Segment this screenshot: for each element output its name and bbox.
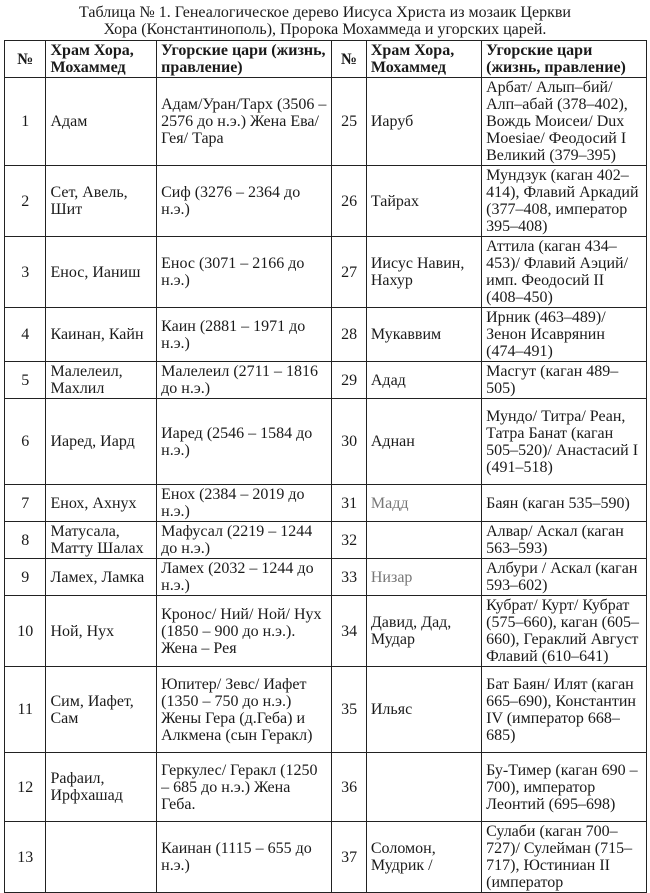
row-number-right: 25	[332, 78, 367, 166]
king-entry-left: Мафусал (2219 – 1244 до н.э.)	[157, 522, 332, 559]
king-entry-right: Кубрат/ Курт/ Кубрат (575–660), каган (605–660), Гераклий Август Флавий (610–641)	[482, 596, 647, 667]
chora-name-right: Адад	[366, 362, 481, 399]
chora-name-left: Ламех, Ламка	[46, 559, 157, 596]
chora-name-right: Ильяс	[366, 667, 481, 753]
row-number-right: 28	[332, 308, 367, 362]
genealogy-table	[4, 40, 647, 893]
row-number-right: 35	[332, 667, 367, 753]
table-row	[5, 596, 647, 667]
chora-name-left: Адам	[46, 78, 157, 166]
chora-name-right: Низар	[366, 559, 481, 596]
table-caption	[0, 0, 650, 38]
chora-name-right	[366, 753, 481, 822]
king-entry-left: Кронос/ Ний/ Ной/ Нух (1850 – 900 до н.э.). Жена – Рея	[157, 596, 332, 667]
row-number-left: 5	[5, 362, 46, 399]
row-number-right: 36	[332, 753, 367, 822]
chora-name-right	[366, 522, 481, 559]
row-number-left: 3	[5, 237, 46, 308]
row-number-left: 9	[5, 559, 46, 596]
king-entry-left: Геркулес/ Геракл (1250 – 685 до н.э.) Жена Геба.	[157, 753, 332, 822]
chora-name-right: Мукаввим	[366, 308, 481, 362]
row-number-right: 27	[332, 237, 367, 308]
king-entry-right: Арбат/ Алып–бий/ Алп–абай (378–402), Вождь Моисеи/ Dux Moesiae/ Феодосий I Великий (379–395)	[482, 78, 647, 166]
king-entry-right: Бат Баян/ Илят (каган 665–690), Константин IV (император 668–685)	[482, 667, 647, 753]
row-number-left: 11	[5, 667, 46, 753]
table-row	[5, 522, 647, 559]
chora-name-right: Иаруб	[366, 78, 481, 166]
table-row	[5, 753, 647, 822]
king-entry-left: Иаред (2546 – 1584 до н.э.)	[157, 399, 332, 485]
king-entry-right: Сулаби (каган 700–727)/ Сулейман (715– 717), Юстиниан II (император	[482, 822, 647, 893]
header-num-right: №	[332, 41, 367, 78]
header-row	[5, 41, 647, 78]
king-entry-left: Сиф (3276 – 2364 до н.э.)	[157, 166, 332, 237]
row-number-left: 7	[5, 485, 46, 522]
row-number-right: 29	[332, 362, 367, 399]
row-number-left: 8	[5, 522, 46, 559]
chora-name-left	[46, 822, 157, 893]
row-number-right: 32	[332, 522, 367, 559]
caption-line-2: Хора (Константинополь), Пророка Мохаммеда и угорских царей.	[103, 21, 547, 38]
table-row	[5, 667, 647, 753]
table-row	[5, 308, 647, 362]
row-number-left: 13	[5, 822, 46, 893]
header-chora-left: Храм Хора, Мохаммед	[46, 41, 157, 78]
table-row	[5, 822, 647, 893]
table-row	[5, 237, 647, 308]
king-entry-left: Каин (2881 – 1971 до н.э.)	[157, 308, 332, 362]
row-number-right: 26	[332, 166, 367, 237]
chora-name-right: Тайрах	[366, 166, 481, 237]
chora-name-left: Сет, Авель, Шит	[46, 166, 157, 237]
king-entry-left: Адам/Уран/Тарх (3506 – 2576 до н.э.) Жена Ева/ Гея/ Тара	[157, 78, 332, 166]
chora-name-right: Давид, Дад, Мудар	[366, 596, 481, 667]
king-entry-right: Бу-Тимер (каган 690 – 700), император Леонтий (695–698)	[482, 753, 647, 822]
row-number-left: 4	[5, 308, 46, 362]
row-number-left: 1	[5, 78, 46, 166]
chora-name-left: Енос, Ианиш	[46, 237, 157, 308]
king-entry-left: Юпитер/ Зевс/ Иафет (1350 – 750 до н.э.) Жены Гера (д.Геба) и Алкмена (сын Геракл)	[157, 667, 332, 753]
chora-name-left: Иаред, Иард	[46, 399, 157, 485]
header-kings-right: Угорские цари (жизнь, правление)	[482, 41, 647, 78]
king-entry-left: Енох (2384 – 2019 до н.э.)	[157, 485, 332, 522]
chora-name-right: Иисус Навин, Нахур	[366, 237, 481, 308]
header-num-left: №	[5, 41, 46, 78]
table-row	[5, 78, 647, 166]
table-row	[5, 399, 647, 485]
king-entry-left: Енос (3071 – 2166 до н.э.)	[157, 237, 332, 308]
chora-name-left: Сим, Иафет, Сам	[46, 667, 157, 753]
king-entry-right: Албури / Аскал (каган 593–602)	[482, 559, 647, 596]
chora-name-left: Матусала, Матту Шалах	[46, 522, 157, 559]
row-number-left: 12	[5, 753, 46, 822]
king-entry-right: Мундо/ Титра/ Реан, Татра Банат (каган 505–520)/ Анастасий I (491–518)	[482, 399, 647, 485]
king-entry-left: Ламех (2032 – 1244 до н.э.)	[157, 559, 332, 596]
chora-name-left: Малелеил, Махлил	[46, 362, 157, 399]
header-chora-right: Храм Хора, Мохаммед	[366, 41, 481, 78]
row-number-right: 37	[332, 822, 367, 893]
king-entry-right: Аттила (каган 434–453)/ Флавий Аэций/ имп. Феодосий II (408–450)	[482, 237, 647, 308]
chora-name-left: Каинан, Кайн	[46, 308, 157, 362]
row-number-right: 30	[332, 399, 367, 485]
table-row	[5, 485, 647, 522]
king-entry-left: Каинан (1115 – 655 до н.э.)	[157, 822, 332, 893]
chora-name-left: Рафаил, Ирфхашад	[46, 753, 157, 822]
king-entry-right: Мундзук (каган 402–414), Флавий Аркадий (377–408, император 395–408)	[482, 166, 647, 237]
caption-line-1: Таблица № 1. Генеалогическое дерево Иисуса Христа из мозаик Церкви	[79, 4, 571, 21]
table-row	[5, 559, 647, 596]
chora-name-right: Аднан	[366, 399, 481, 485]
king-entry-right: Баян (каган 535–590)	[482, 485, 647, 522]
row-number-right: 33	[332, 559, 367, 596]
table-row	[5, 166, 647, 237]
table-row	[5, 362, 647, 399]
row-number-left: 2	[5, 166, 46, 237]
row-number-right: 34	[332, 596, 367, 667]
king-entry-right: Масгут (каган 489–505)	[482, 362, 647, 399]
king-entry-left: Малелеил (2711 – 1816 до н.э.)	[157, 362, 332, 399]
chora-name-left: Енох, Ахнух	[46, 485, 157, 522]
row-number-left: 6	[5, 399, 46, 485]
row-number-right: 31	[332, 485, 367, 522]
king-entry-right: Алвар/ Аскал (каган 563–593)	[482, 522, 647, 559]
chora-name-right: Мадд	[366, 485, 481, 522]
chora-name-left: Ной, Нух	[46, 596, 157, 667]
row-number-left: 10	[5, 596, 46, 667]
chora-name-right: Соломон, Мудрик /	[366, 822, 481, 893]
king-entry-right: Ирник (463–489)/ Зенон Исаврянин (474–491)	[482, 308, 647, 362]
header-kings-left: Угорские цари (жизнь, правление)	[157, 41, 332, 78]
